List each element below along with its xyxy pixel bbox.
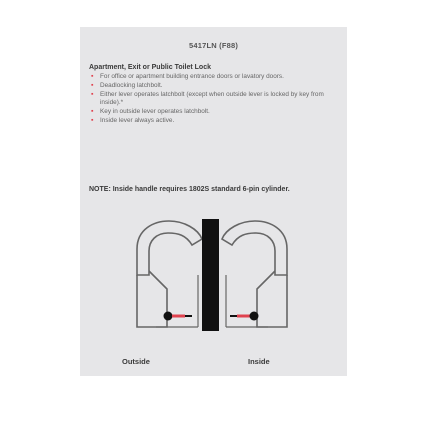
list-item: ▪ Either lever operates latchbolt (except when outside lever is locked by key from inside).* xyxy=(91,90,324,107)
outside-label: Outside xyxy=(122,357,150,366)
door-section xyxy=(202,219,219,331)
list-item: ▪ Inside lever always active. xyxy=(91,117,175,125)
list-item: ▪ Deadlocking latchbolt. xyxy=(91,81,163,89)
square-bullet-icon: ▪ xyxy=(91,117,94,125)
square-bullet-icon: ▪ xyxy=(91,81,94,89)
key-icon xyxy=(164,312,193,321)
key-icon xyxy=(230,312,259,321)
lock-diagram xyxy=(134,219,290,331)
outside-lever-neck xyxy=(137,271,167,327)
outside-lever xyxy=(137,221,202,275)
square-bullet-icon: ▪ xyxy=(91,73,94,80)
cylinder-note: NOTE: Inside handle requires 1802S standard 6-pin cylinder. xyxy=(89,186,290,193)
inside-lever xyxy=(222,221,287,275)
inside-lever-neck xyxy=(257,271,287,327)
list-item: ▪ Key in outside lever operates latchbolt. xyxy=(91,108,210,116)
function-panel xyxy=(80,27,347,376)
list-item: ▪ For office or apartment building entrance doors or lavatory doors. xyxy=(91,73,284,80)
inside-label: Inside xyxy=(248,357,270,366)
square-bullet-icon: ▪ xyxy=(91,108,94,116)
model-number: 5417LN (F88) xyxy=(188,41,239,50)
function-title: Apartment, Exit or Public Toilet Lock xyxy=(89,64,211,71)
feature-list xyxy=(89,73,341,126)
square-bullet-icon: ▪ xyxy=(91,90,94,98)
